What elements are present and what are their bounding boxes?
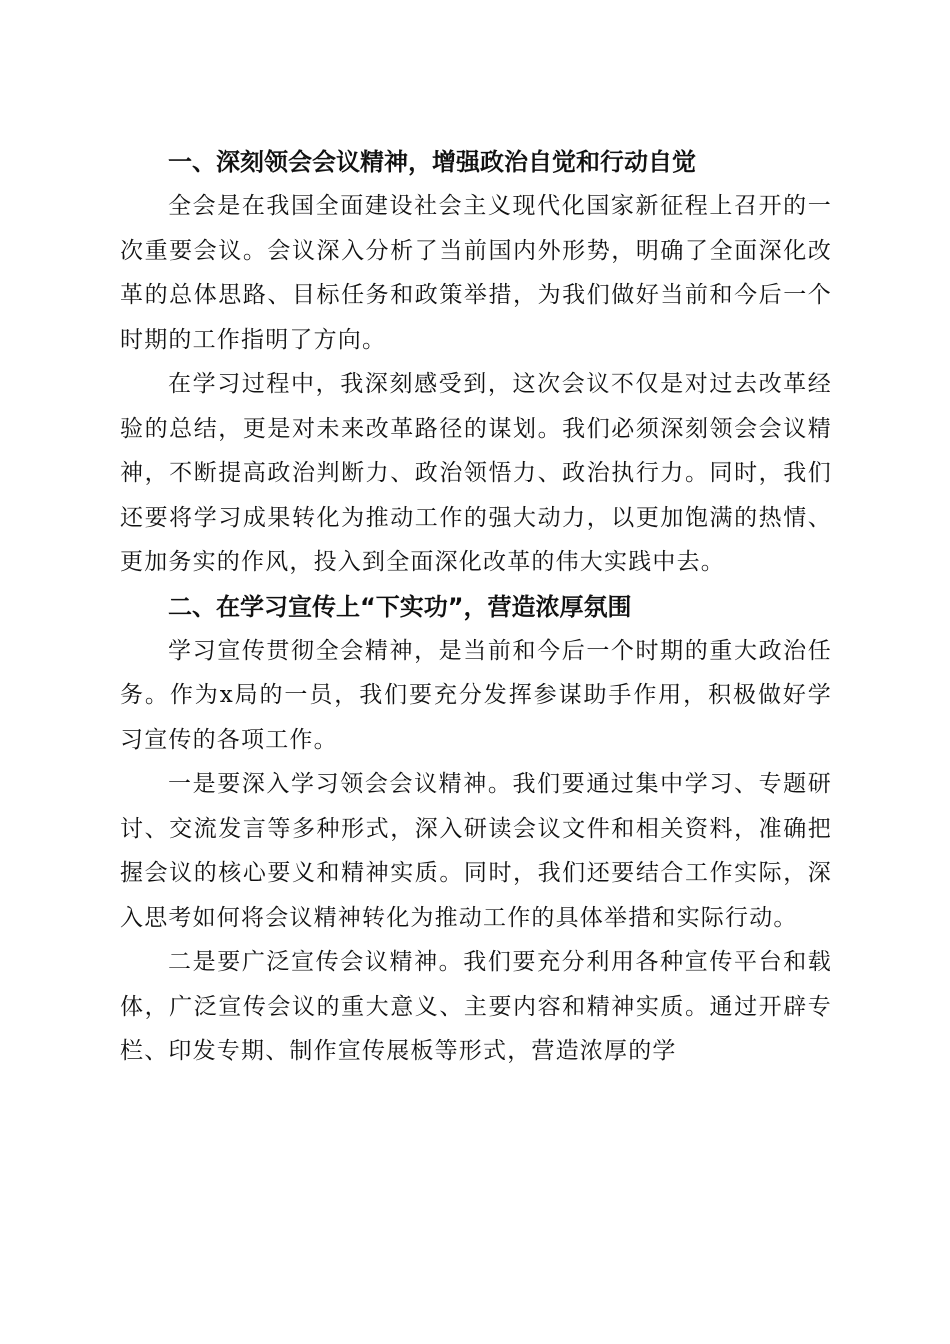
section-1-paragraph-1: 全会是在我国全面建设社会主义现代化国家新征程上召开的一次重要会议。会议深入分析了当前国内外形势，明确了全面深化改革的总体思路、目标任务和政策举措，为我们做好当前和今后一个时期的工作指明了方向。	[120, 193, 832, 353]
section-1-paragraph-2: 在学习过程中，我深刻感受到，这次会议不仅是对过去改革经验的总结，更是对未来改革路径的谋划。我们必须深刻领会会议精神，不断提高政治判断力、政治领悟力、政治执行力。同时，我们还要将学习成果转化为推动工作的强大动力，以更加饱满的热情、更加务实的作风，投入到全面深化改革的伟大实践中去。	[120, 371, 832, 575]
point-1-lead: 一是要深入学习领会会议精神。	[168, 771, 513, 797]
section-1-heading: 一、深刻领会会议精神，增强政治自觉和行动自觉	[168, 148, 696, 176]
section-2-heading: 二、在学习宣传上“下实功”，营造浓厚氛围	[168, 592, 632, 621]
section-2-point-2	[120, 940, 832, 1074]
document-page	[120, 140, 832, 1074]
section-2-intro: 学习宣传贯彻全会精神，是当前和今后一个时期的重大政治任务。作为x局的一员，我们要充分发挥参谋助手作用，积极做好学习宣传的各项工作。	[120, 637, 832, 753]
point-2-body: 我们要充分利用各种宣传平台和载体，广泛宣传会议的重大意义、主要内容和精神实质。通过开辟专栏、印发专期、制作宣传展板等形式，营造浓厚的学	[120, 949, 833, 1064]
point-1-body: 我们要通过集中学习、专题研讨、交流发言等多种形式，深入研读会议文件和相关资料，准确把握会议的核心要义和精神实质。同时，我们还要结合工作实际，深入思考如何将会议精神转化为推动工作的具体举措和实际行动。	[120, 771, 832, 931]
section-2-point-1	[120, 762, 832, 940]
point-2-lead: 二是要广泛宣传会议精神。	[168, 949, 464, 975]
